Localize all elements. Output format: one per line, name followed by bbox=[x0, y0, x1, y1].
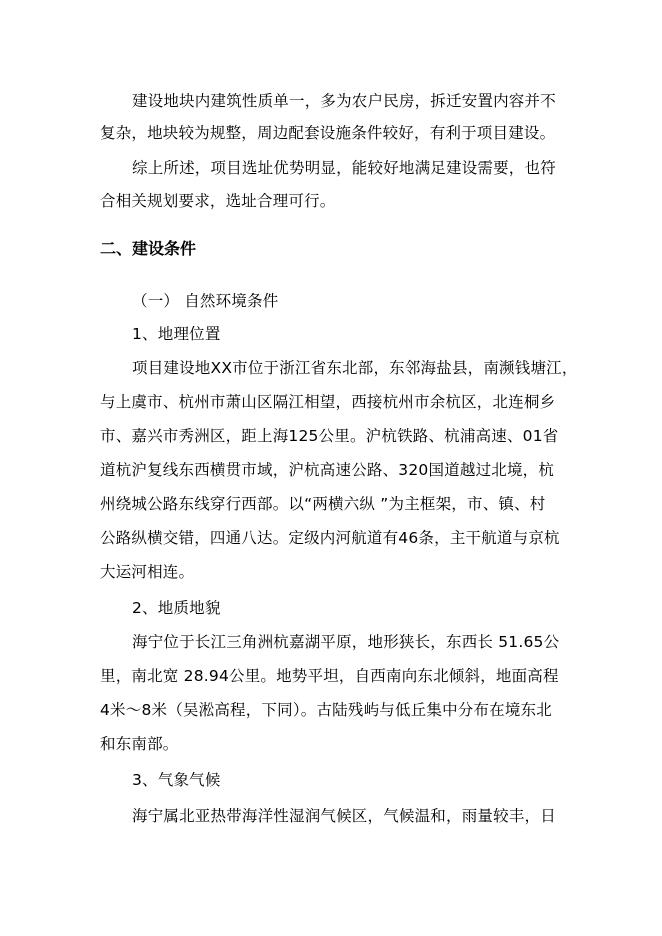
item-2-line-3: 4米～8米（吴淞高程，下同）。古陆残屿与低丘集中分布在境东北 bbox=[100, 701, 552, 719]
item-1-line-1: 项目建设地XX市位于浙江省东北部，东邻海盐县，南濒钱塘江， bbox=[132, 359, 578, 377]
paragraph-2-line-1: 综上所述，项目选址优势明显，能较好地满足建设需要，也符 bbox=[132, 159, 556, 177]
paragraph-1-line-2: 复杂，地块较为规整，周边配套设施条件较好，有利于项目建设。 bbox=[100, 124, 556, 142]
item-1-line-5: 州绕城公路东线穿行西部。以“两横六纵 ”为主框架，市、镇、村 bbox=[100, 495, 546, 513]
item-1-line-6: 公路纵横交错，四通八达。定级内河航道有46条，主干航道与京杭 bbox=[100, 529, 560, 547]
section-heading: 二、建设条件 bbox=[100, 239, 197, 258]
item-2-line-2: 里，南北宽 28.94公里。地势平坦，自西南向东北倾斜，地面高程 bbox=[100, 667, 559, 685]
item-2-line-1: 海宁位于长江三角洲杭嘉湖平原，地形狭长，东西长 51.65公 bbox=[132, 633, 560, 651]
item-2-line-4: 和东南部。 bbox=[100, 735, 179, 753]
item-2-title: 2、地质地貌 bbox=[132, 599, 221, 617]
item-1-line-7: 大运河相连。 bbox=[100, 563, 195, 581]
subsection-heading: （一） 自然环境条件 bbox=[132, 292, 279, 310]
item-1-line-3: 市、嘉兴市秀洲区，距上海125公里。沪杭铁路、杭浦高速、01省 bbox=[100, 427, 559, 445]
item-1-title: 1、地理位置 bbox=[132, 325, 221, 343]
paragraph-2-line-2: 合相关规划要求，选址合理可行。 bbox=[100, 192, 336, 210]
item-1-line-2: 与上虞市、杭州市萧山区隔江相望，西接杭州市余杭区，北连桐乡 bbox=[100, 393, 556, 411]
item-1-line-4: 道杭沪复线东西横贯市域，沪杭高速公路、320国道越过北境，杭 bbox=[100, 461, 555, 479]
paragraph-1-line-1: 建设地块内建筑性质单一，多为农户民房，拆迁安置内容并不 bbox=[132, 92, 556, 110]
item-3-line-1: 海宁属北亚热带海洋性湿润气候区，气候温和，雨量较丰，日 bbox=[132, 807, 556, 825]
item-3-title: 3、气象气候 bbox=[132, 771, 221, 789]
